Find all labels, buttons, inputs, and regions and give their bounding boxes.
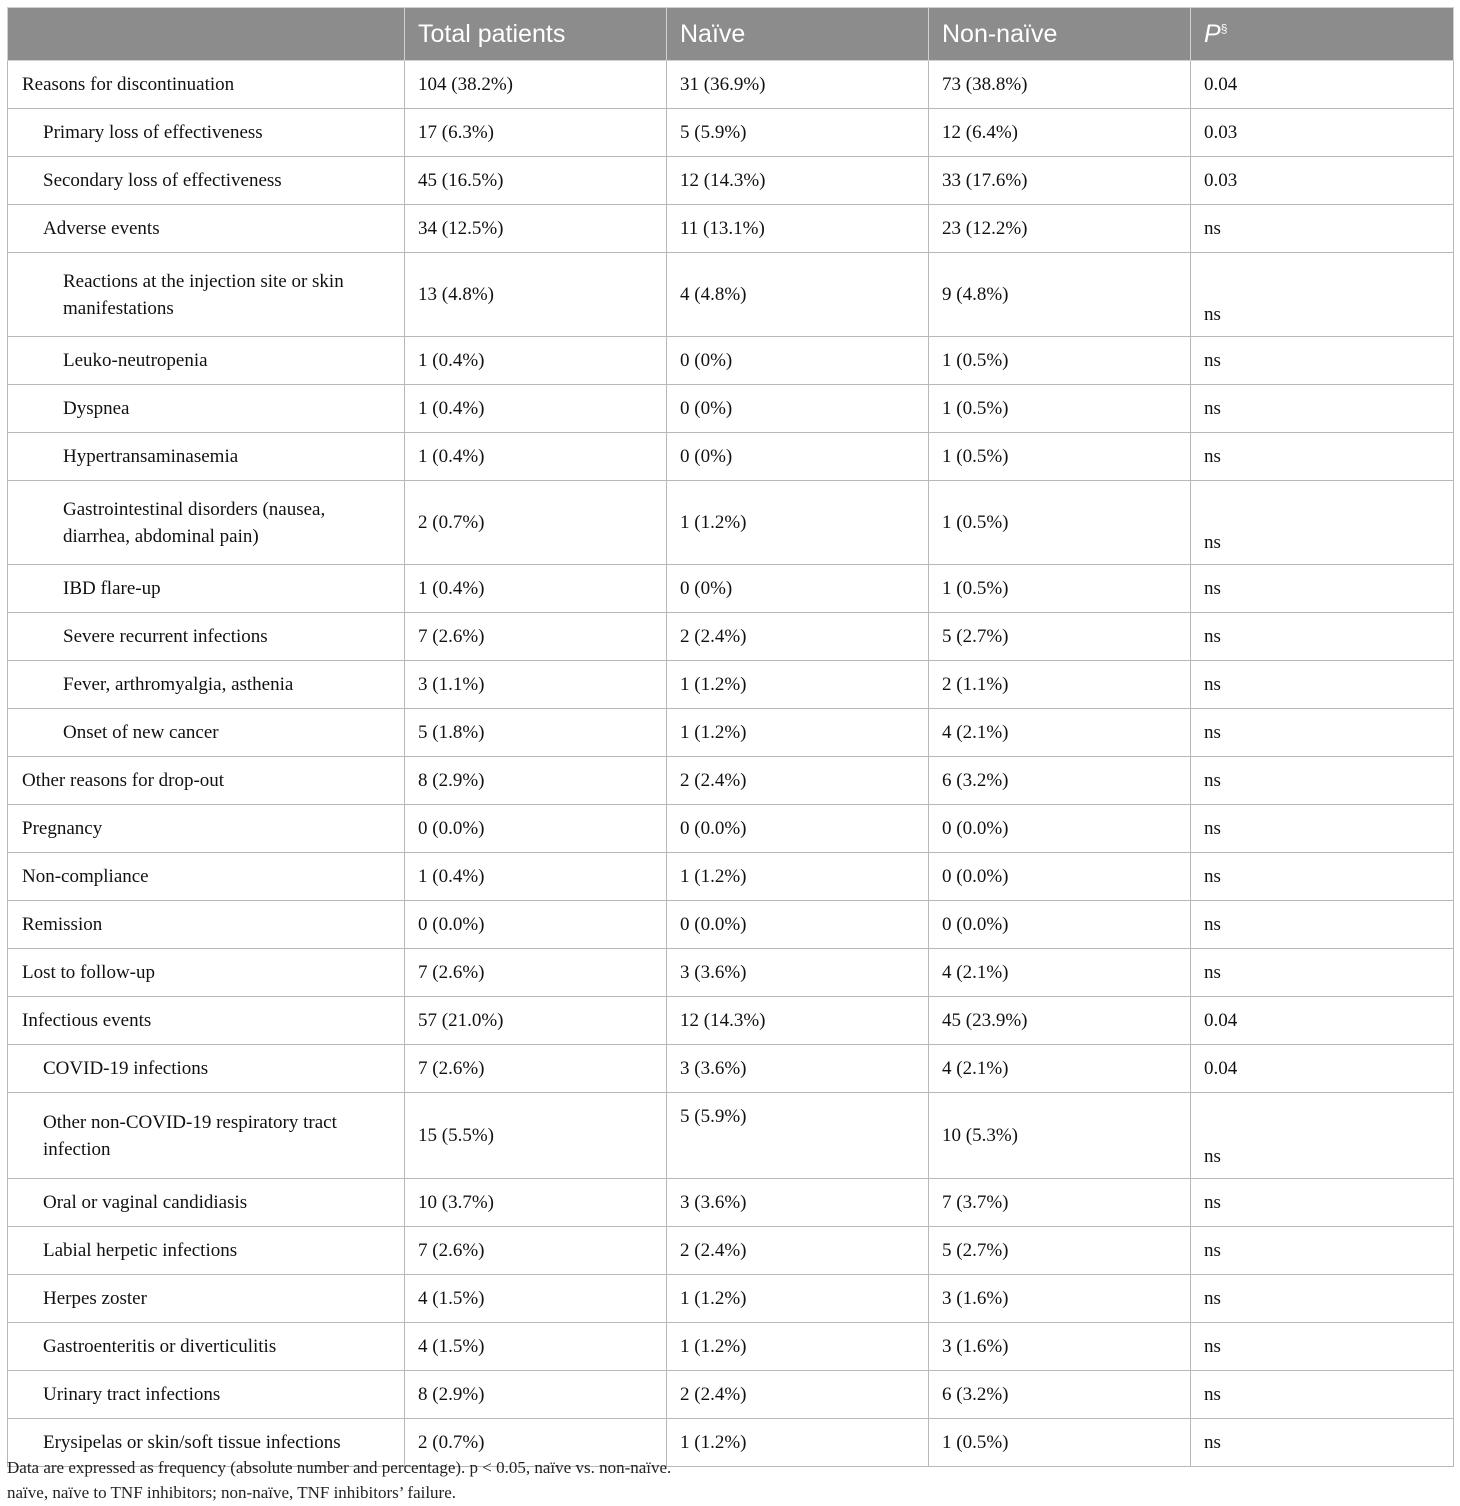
total-patients-cell: 0 (0.0%): [405, 805, 667, 853]
row-label-cell: Lost to follow-up: [8, 949, 405, 997]
naive-cell: 0 (0%): [667, 433, 929, 481]
table-row: [8, 1371, 1454, 1419]
non-naive-cell: 1 (0.5%): [929, 565, 1191, 613]
p-value-cell: ns: [1191, 1323, 1454, 1371]
table-row: [8, 337, 1454, 385]
table-row: [8, 385, 1454, 433]
p-value-cell: 0.04: [1191, 61, 1454, 109]
row-label-cell: Reasons for discontinuation: [8, 61, 405, 109]
naive-cell: 1 (1.2%): [667, 1419, 929, 1467]
row-label-cell: Gastrointestinal disorders (nausea, diarrhea, abdominal pain): [8, 481, 405, 565]
total-patients-cell: 4 (1.5%): [405, 1275, 667, 1323]
row-label-cell: Remission: [8, 901, 405, 949]
non-naive-cell: 5 (2.7%): [929, 1227, 1191, 1275]
naive-cell: 0 (0.0%): [667, 805, 929, 853]
naive-cell: 1 (1.2%): [667, 709, 929, 757]
row-label-cell: Urinary tract infections: [8, 1371, 405, 1419]
table-row: [8, 61, 1454, 109]
total-patients-cell: 5 (1.8%): [405, 709, 667, 757]
total-patients-cell: 0 (0.0%): [405, 901, 667, 949]
header-non-naive: Non-naïve: [929, 8, 1191, 61]
non-naive-cell: 2 (1.1%): [929, 661, 1191, 709]
naive-cell: 4 (4.8%): [667, 253, 929, 337]
total-patients-cell: 1 (0.4%): [405, 385, 667, 433]
table-row: [8, 901, 1454, 949]
non-naive-cell: 1 (0.5%): [929, 385, 1191, 433]
row-label-cell: Severe recurrent infections: [8, 613, 405, 661]
p-value-cell: ns: [1191, 613, 1454, 661]
naive-cell: 2 (2.4%): [667, 1227, 929, 1275]
row-label-cell: Non-compliance: [8, 853, 405, 901]
table-row: [8, 1323, 1454, 1371]
row-label-cell: Onset of new cancer: [8, 709, 405, 757]
naive-cell: 1 (1.2%): [667, 481, 929, 565]
total-patients-cell: 34 (12.5%): [405, 205, 667, 253]
total-patients-cell: 1 (0.4%): [405, 337, 667, 385]
naive-cell: 3 (3.6%): [667, 1045, 929, 1093]
footnote-line: Data are expressed as frequency (absolute number and percentage). p < 0.05, naïve vs. non-naïve.: [7, 1458, 672, 1477]
p-value-cell: ns: [1191, 709, 1454, 757]
table-row: [8, 1093, 1454, 1179]
non-naive-cell: 7 (3.7%): [929, 1179, 1191, 1227]
non-naive-cell: 1 (0.5%): [929, 337, 1191, 385]
row-label-cell: IBD flare-up: [8, 565, 405, 613]
total-patients-cell: 7 (2.6%): [405, 613, 667, 661]
row-label-cell: Other non-COVID-19 respiratory tract infection: [8, 1093, 405, 1179]
p-value-cell: ns: [1191, 205, 1454, 253]
total-patients-cell: 15 (5.5%): [405, 1093, 667, 1179]
table-row: [8, 805, 1454, 853]
table-row: [8, 757, 1454, 805]
header-total-patients: Total patients: [405, 8, 667, 61]
naive-cell: 0 (0%): [667, 565, 929, 613]
non-naive-cell: 10 (5.3%): [929, 1093, 1191, 1179]
non-naive-cell: 33 (17.6%): [929, 157, 1191, 205]
row-label-cell: Pregnancy: [8, 805, 405, 853]
p-value-cell: 0.03: [1191, 157, 1454, 205]
naive-cell: 1 (1.2%): [667, 661, 929, 709]
table-footnotes: [7, 1455, 671, 1505]
discontinuation-table: [7, 7, 1454, 1467]
total-patients-cell: 2 (0.7%): [405, 1419, 667, 1467]
naive-cell: 3 (3.6%): [667, 1179, 929, 1227]
row-label-cell: Dyspnea: [8, 385, 405, 433]
p-value-cell: ns: [1191, 901, 1454, 949]
naive-cell: 1 (1.2%): [667, 1323, 929, 1371]
naive-cell: 12 (14.3%): [667, 997, 929, 1045]
header-label-column: [8, 8, 405, 61]
table-row: [8, 157, 1454, 205]
table-row: [8, 205, 1454, 253]
row-label-cell: Adverse events: [8, 205, 405, 253]
total-patients-cell: 7 (2.6%): [405, 1045, 667, 1093]
total-patients-cell: 1 (0.4%): [405, 853, 667, 901]
row-label-cell: Reactions at the injection site or skin manifestations: [8, 253, 405, 337]
total-patients-cell: 57 (21.0%): [405, 997, 667, 1045]
p-value-cell: ns: [1191, 481, 1454, 565]
non-naive-cell: 6 (3.2%): [929, 757, 1191, 805]
table-row: [8, 1275, 1454, 1323]
total-patients-cell: 2 (0.7%): [405, 481, 667, 565]
p-value-cell: ns: [1191, 565, 1454, 613]
naive-cell: 0 (0%): [667, 385, 929, 433]
naive-cell: 2 (2.4%): [667, 1371, 929, 1419]
p-value-cell: ns: [1191, 757, 1454, 805]
row-label-cell: Labial herpetic infections: [8, 1227, 405, 1275]
p-value-cell: ns: [1191, 661, 1454, 709]
table-row: [8, 565, 1454, 613]
non-naive-cell: 3 (1.6%): [929, 1323, 1191, 1371]
table-body: [8, 61, 1454, 1467]
p-value-cell: ns: [1191, 385, 1454, 433]
p-value-cell: ns: [1191, 1275, 1454, 1323]
table-row: [8, 1179, 1454, 1227]
row-label-cell: Erysipelas or skin/soft tissue infections: [8, 1419, 405, 1467]
non-naive-cell: 0 (0.0%): [929, 901, 1191, 949]
header-p-text: P: [1204, 19, 1221, 48]
non-naive-cell: 73 (38.8%): [929, 61, 1191, 109]
p-value-cell: ns: [1191, 805, 1454, 853]
row-label-cell: Oral or vaginal candidiasis: [8, 1179, 405, 1227]
p-value-cell: ns: [1191, 853, 1454, 901]
table-row: [8, 613, 1454, 661]
total-patients-cell: 3 (1.1%): [405, 661, 667, 709]
table-row: [8, 481, 1454, 565]
naive-cell: 3 (3.6%): [667, 949, 929, 997]
p-value-cell: 0.04: [1191, 1045, 1454, 1093]
p-value-cell: ns: [1191, 949, 1454, 997]
naive-cell: 5 (5.9%): [667, 109, 929, 157]
naive-cell: 1 (1.2%): [667, 853, 929, 901]
non-naive-cell: 45 (23.9%): [929, 997, 1191, 1045]
total-patients-cell: 7 (2.6%): [405, 949, 667, 997]
non-naive-cell: 0 (0.0%): [929, 853, 1191, 901]
row-label-cell: Hypertransaminasemia: [8, 433, 405, 481]
naive-cell: 31 (36.9%): [667, 61, 929, 109]
total-patients-cell: 1 (0.4%): [405, 565, 667, 613]
total-patients-cell: 17 (6.3%): [405, 109, 667, 157]
p-value-cell: 0.04: [1191, 997, 1454, 1045]
p-value-cell: ns: [1191, 1227, 1454, 1275]
non-naive-cell: 3 (1.6%): [929, 1275, 1191, 1323]
p-value-cell: ns: [1191, 337, 1454, 385]
row-label-cell: Primary loss of effectiveness: [8, 109, 405, 157]
non-naive-cell: 1 (0.5%): [929, 481, 1191, 565]
non-naive-cell: 1 (0.5%): [929, 1419, 1191, 1467]
row-label-cell: Secondary loss of effectiveness: [8, 157, 405, 205]
table-row: [8, 253, 1454, 337]
total-patients-cell: 10 (3.7%): [405, 1179, 667, 1227]
total-patients-cell: 4 (1.5%): [405, 1323, 667, 1371]
row-label-cell: Fever, arthromyalgia, asthenia: [8, 661, 405, 709]
non-naive-cell: 9 (4.8%): [929, 253, 1191, 337]
header-p-value: [1191, 8, 1454, 61]
non-naive-cell: 6 (3.2%): [929, 1371, 1191, 1419]
table-row: [8, 997, 1454, 1045]
table-row: [8, 949, 1454, 997]
p-value-cell: ns: [1191, 1093, 1454, 1179]
total-patients-cell: 1 (0.4%): [405, 433, 667, 481]
p-value-cell: ns: [1191, 433, 1454, 481]
non-naive-cell: 4 (2.1%): [929, 709, 1191, 757]
p-value-cell: ns: [1191, 1371, 1454, 1419]
table-row: [8, 661, 1454, 709]
non-naive-cell: 12 (6.4%): [929, 109, 1191, 157]
results-table-container: [7, 7, 1453, 1467]
naive-cell: 11 (13.1%): [667, 205, 929, 253]
table-row: [8, 433, 1454, 481]
row-label-cell: Leuko-neutropenia: [8, 337, 405, 385]
header-p-superscript: §: [1220, 21, 1228, 36]
total-patients-cell: 8 (2.9%): [405, 757, 667, 805]
non-naive-cell: 23 (12.2%): [929, 205, 1191, 253]
total-patients-cell: 8 (2.9%): [405, 1371, 667, 1419]
row-label-cell: COVID-19 infections: [8, 1045, 405, 1093]
non-naive-cell: 4 (2.1%): [929, 949, 1191, 997]
row-label-cell: Gastroenteritis or diverticulitis: [8, 1323, 405, 1371]
table-row: [8, 709, 1454, 757]
naive-cell: 1 (1.2%): [667, 1275, 929, 1323]
naive-cell: 5 (5.9%): [667, 1093, 929, 1179]
p-value-cell: ns: [1191, 1179, 1454, 1227]
total-patients-cell: 104 (38.2%): [405, 61, 667, 109]
non-naive-cell: 0 (0.0%): [929, 805, 1191, 853]
table-row: [8, 1045, 1454, 1093]
table-header-row: [8, 8, 1454, 61]
table-row: [8, 853, 1454, 901]
row-label-cell: Infectious events: [8, 997, 405, 1045]
naive-cell: 0 (0%): [667, 337, 929, 385]
p-value-cell: ns: [1191, 253, 1454, 337]
footnote-line: naïve, naïve to TNF inhibitors; non-naïve, TNF inhibitors’ failure.: [7, 1483, 457, 1502]
non-naive-cell: 4 (2.1%): [929, 1045, 1191, 1093]
non-naive-cell: 1 (0.5%): [929, 433, 1191, 481]
naive-cell: 12 (14.3%): [667, 157, 929, 205]
naive-cell: 2 (2.4%): [667, 757, 929, 805]
naive-cell: 2 (2.4%): [667, 613, 929, 661]
table-row: [8, 109, 1454, 157]
naive-cell: 0 (0.0%): [667, 901, 929, 949]
row-label-cell: Other reasons for drop-out: [8, 757, 405, 805]
p-value-cell: ns: [1191, 1419, 1454, 1467]
header-naive: Naïve: [667, 8, 929, 61]
non-naive-cell: 5 (2.7%): [929, 613, 1191, 661]
table-row: [8, 1227, 1454, 1275]
total-patients-cell: 13 (4.8%): [405, 253, 667, 337]
total-patients-cell: 7 (2.6%): [405, 1227, 667, 1275]
p-value-cell: 0.03: [1191, 109, 1454, 157]
row-label-cell: Herpes zoster: [8, 1275, 405, 1323]
total-patients-cell: 45 (16.5%): [405, 157, 667, 205]
